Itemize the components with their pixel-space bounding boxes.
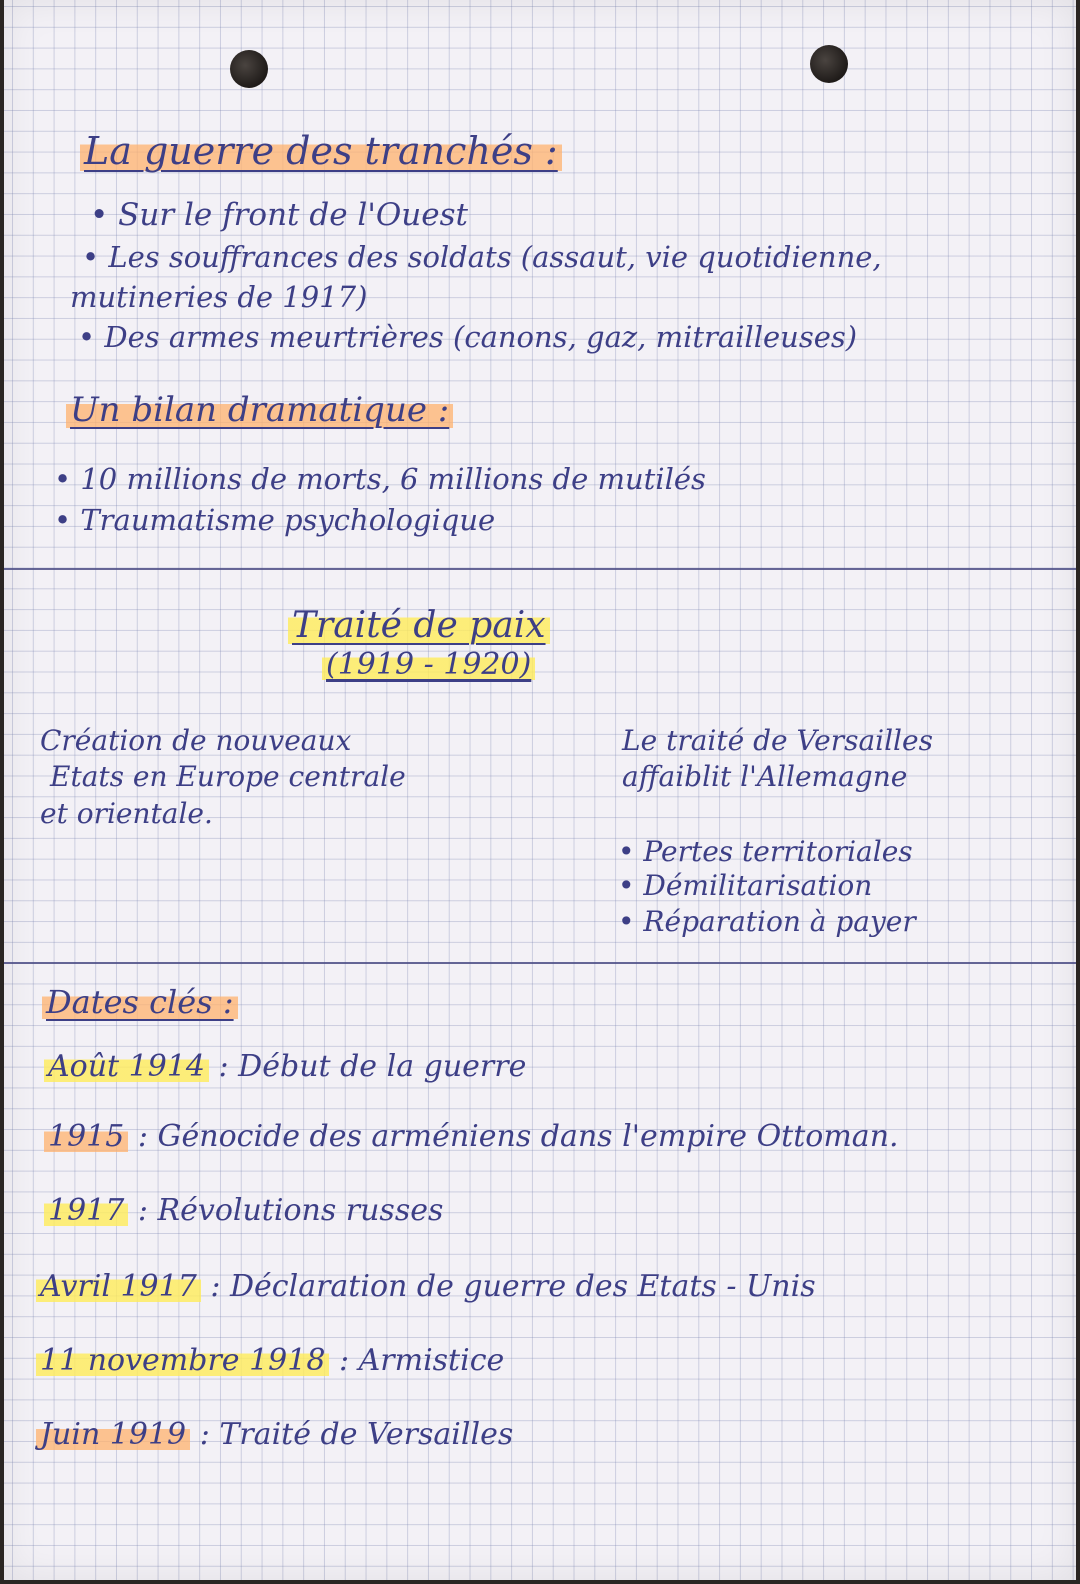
section-title-dates: Dates clés :	[42, 986, 238, 1018]
date-entry	[44, 1119, 899, 1154]
date-entry	[44, 1049, 527, 1084]
bilan-item-1: • 10 millions de morts, 6 millions de mutilés	[54, 462, 706, 496]
tranchees-item-1: • Sur le front de l'Ouest	[90, 197, 468, 233]
section-title-tranchees: La guerre des tranchés :	[80, 132, 562, 170]
date-event: : Traité de Versailles	[190, 1417, 514, 1452]
traite-left-line-3: et orientale.	[40, 797, 213, 830]
date-entry	[36, 1269, 816, 1304]
traite-right-item-1: • Pertes territoriales	[618, 835, 913, 868]
tranchees-item-3: • Des armes meurtrières (canons, gaz, mitrailleuses)	[78, 320, 858, 354]
date-label: 11 novembre 1918	[36, 1343, 329, 1378]
section-divider-2	[4, 962, 1076, 964]
section-title-bilan: Un bilan dramatique :	[66, 393, 453, 427]
date-label: Avril 1917	[36, 1269, 201, 1304]
traite-right-item-3: • Réparation à payer	[618, 905, 916, 938]
date-event: : Déclaration de guerre des Etats - Unis	[200, 1269, 816, 1304]
date-entry	[36, 1417, 514, 1452]
date-event: : Début de la guerre	[209, 1049, 527, 1084]
date-event: : Génocide des arméniens dans l'empire Ottoman.	[128, 1119, 899, 1154]
notebook-page	[4, 0, 1076, 1580]
binder-hole-right	[810, 45, 848, 83]
tranchees-item-2-continued: mutineries de 1917)	[70, 280, 368, 314]
traite-right-intro-1: Le traité de Versailles	[622, 724, 933, 757]
traite-years: (1919 - 1920)	[322, 650, 535, 680]
tranchees-item-2: • Les souffrances des soldats (assaut, vie quotidienne,	[82, 240, 882, 274]
date-label: Août 1914	[44, 1049, 209, 1084]
date-event: : Révolutions russes	[128, 1193, 444, 1228]
date-label: Juin 1919	[36, 1417, 190, 1452]
date-entry	[36, 1343, 505, 1378]
traite-left-line-1: Création de nouveaux	[40, 724, 352, 757]
bilan-item-2: • Traumatisme psychologique	[54, 503, 496, 537]
date-label: 1917	[44, 1193, 128, 1228]
date-label: 1915	[44, 1119, 128, 1154]
date-entry	[44, 1193, 444, 1228]
traite-left-line-2: Etats en Europe centrale	[50, 760, 406, 793]
date-event: : Armistice	[329, 1343, 505, 1378]
traite-right-intro-2: affaiblit l'Allemagne	[622, 760, 908, 793]
binder-hole-left	[230, 50, 268, 88]
section-title-traite: Traité de paix	[288, 608, 550, 644]
traite-right-item-2: • Démilitarisation	[618, 869, 873, 902]
section-divider-1	[4, 568, 1076, 570]
